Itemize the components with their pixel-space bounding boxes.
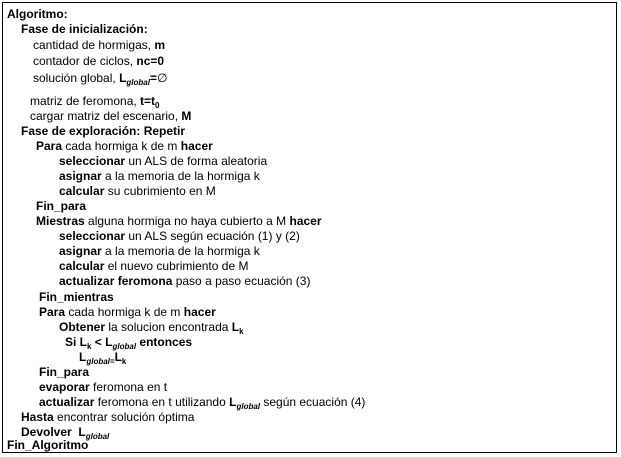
while-line: Miestras alguna hormiga no haya cubierto a M hacer [36,214,322,228]
ants-count-line: cantidad de hormigas, m [33,38,166,52]
pheromone-matrix-line: matriz de feromona, $t=t_0$ [30,94,160,110]
assign-memory-line: asignar a la memoria de la hormiga k [59,169,260,183]
until-line: Hasta encontrar solución óptima [21,410,195,424]
obtain-solution-line: Obtener la solucion encontrada $L_k$ [59,320,244,336]
assign-memory-line-2: asignar a la memoria de la hormiga k [59,244,260,258]
update-pheromone-global-line: actualizar feromona en t utilizando $L_{global}$ según ecuación (4) [39,395,366,411]
calculate-coverage-line: calcular su cubrimiento en M [59,184,216,198]
for-each-ant-line: Para cada hormiga k de m hacer [36,139,213,153]
assign-global-line: $L_{global=}L_k$ [79,350,127,366]
end-for-line: Fin_para [36,199,87,213]
end-for-line-2: Fin_para [39,365,90,379]
for-each-ant-line-2: Para cada hormiga k de m hacer [39,305,216,319]
update-pheromone-step-line: actualizar feromona paso a paso ecuación (3) [59,274,311,288]
select-equation-line: seleccionar un ALS según ecuación (1) y (2) [59,229,300,243]
end-algorithm-line: Fin_Algoritmo [7,438,89,452]
return-line: Devolver $L_{global}$ [21,425,110,441]
init-phase-heading: Fase de inicialización: [21,22,148,36]
exploration-phase-heading: Fase de exploración: Repetir [21,124,186,138]
calculate-new-coverage-line: calcular el nuevo cubrimiento de M [59,259,249,273]
load-matrix-line: cargar matriz del escenario, M [30,109,192,123]
end-while-line: Fin_mientras [39,290,114,304]
global-solution-line: solución global, $L_{global}=\emptyset$ [33,71,168,87]
algorithm-box [2,2,617,453]
algorithm-title: Algoritmo: [7,7,68,21]
select-random-line: seleccionar un ALS de forma aleatoria [59,154,268,168]
evaporate-line: evaporar feromona en t [39,380,168,394]
cycle-counter-line: contador de ciclos, nc=0 [33,54,165,68]
if-better-line: Si $L_k < L_{global}$ entonces [65,335,193,351]
